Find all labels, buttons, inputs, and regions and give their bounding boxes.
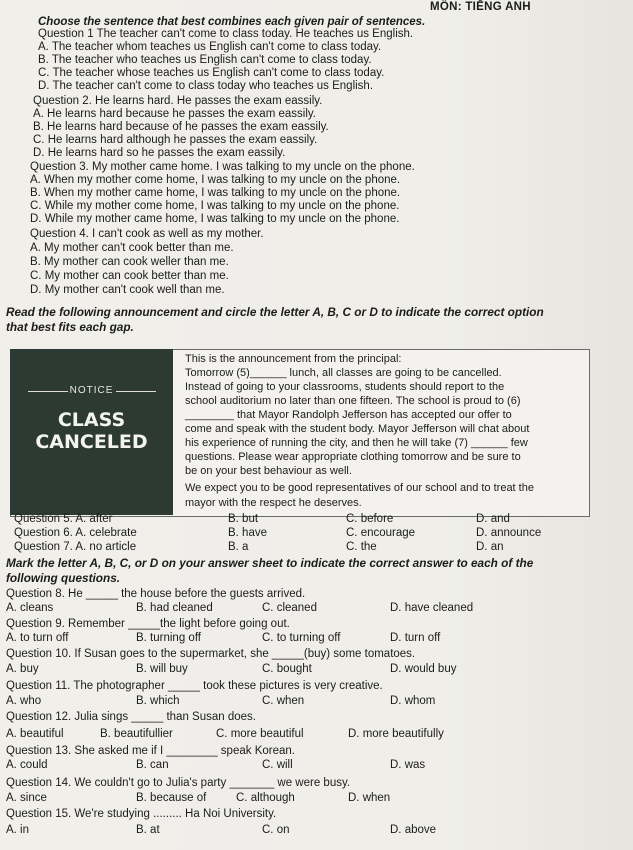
- question-11-stem: Question 11. The photographer _____ took these pictures is very creative.: [6, 680, 383, 692]
- question-4-stem: Question 4. I can't cook as well as my mother.: [30, 228, 264, 240]
- announcement-line-6: come and speak with the student body. Mayor Jefferson will chat about: [185, 423, 530, 435]
- announcement-line-4: school auditorium no later than one fifteen. The school is proud to (6): [185, 395, 521, 407]
- question-14-option-b: B. because of: [136, 792, 207, 804]
- question-9-option-c: C. to turning off: [262, 632, 341, 644]
- question-14-option-c: C. although: [236, 792, 295, 804]
- question-8-option-a: A. cleans: [6, 602, 54, 614]
- announcement-line-1: This is the announcement from the principal:: [185, 353, 402, 365]
- question-1-stem: Question 1 The teacher can't come to class today. He teaches us English.: [38, 28, 414, 40]
- question-7-option-d: D. an: [476, 541, 504, 553]
- question-5-option-a: Question 5. A. after: [14, 513, 113, 525]
- question-5-option-b: B. but: [228, 513, 259, 525]
- question-13-option-d: D. was: [390, 759, 426, 771]
- question-2-option-c: C. He learns hard although he passes the exam eassily.: [33, 134, 318, 146]
- question-12-option-c: C. more beautiful: [216, 728, 304, 740]
- question-12-option-b: B. beautifullier: [100, 728, 173, 740]
- subject-heading: MÔN: TIẾNG ANH: [430, 1, 531, 13]
- question-15-option-d: D. above: [390, 824, 437, 836]
- section3-instruction-line1: Mark the letter A, B, C, or D on your answer sheet to indicate the correct answer to each of the: [6, 556, 534, 570]
- question-8-option-b: B. had cleaned: [136, 602, 213, 614]
- class-canceled-notice-image: [10, 349, 173, 515]
- question-15-option-b: B. at: [136, 824, 160, 836]
- notice-label: NOTICE: [69, 385, 114, 396]
- announcement-line-8: questions. Please wear appropriate clothing tomorrow and be sure to: [185, 451, 521, 463]
- question-9-option-a: A. to turn off: [6, 632, 69, 644]
- announcement-line-5: ________ that Mayor Randolph Jefferson has accepted our offer to: [185, 409, 512, 421]
- question-3-option-a: A. When my mother come home, I was talking to my uncle on the phone.: [30, 174, 401, 186]
- question-1-option-d: D. The teacher can't come to class today who teaches us English.: [38, 80, 374, 92]
- question-13-option-c: C. will: [262, 759, 293, 771]
- question-10-option-d: D. would buy: [390, 663, 457, 675]
- section3-instruction-line2: following questions.: [6, 571, 121, 585]
- question-2-option-d: D. He learns hard so he passes the exam eassily.: [33, 147, 286, 159]
- question-10-stem: Question 10. If Susan goes to the supermarket, she _____(buy) some tomatoes.: [6, 648, 416, 660]
- question-4-option-a: A. My mother can't cook better than me.: [30, 242, 234, 254]
- question-4-option-d: D. My mother can't cook well than me.: [30, 284, 225, 296]
- question-12-stem: Question 12. Julia sings _____ than Susan does.: [6, 711, 256, 723]
- question-10-option-b: B. will buy: [136, 663, 188, 675]
- question-7-option-a: Question 7. A. no article: [14, 541, 137, 553]
- question-14-option-a: A. since: [6, 792, 47, 804]
- announcement-line-10: We expect you to be good representatives of our school and to treat the: [185, 482, 534, 494]
- question-10-option-a: A. buy: [6, 663, 39, 675]
- section2-instruction-line2: that best fits each gap.: [6, 320, 134, 334]
- question-9-option-d: D. turn off: [390, 632, 441, 644]
- question-11-option-a: A. who: [6, 695, 42, 707]
- announcement-line-11: mayor with the respect he deserves.: [185, 497, 362, 509]
- question-2-option-b: B. He learns hard because of he passes the exam eassily.: [33, 121, 329, 133]
- question-6-option-b: B. have: [228, 527, 267, 539]
- question-12-option-a: A. beautiful: [6, 728, 64, 740]
- section1-instruction: Choose the sentence that best combines each given pair of sentences.: [38, 16, 426, 28]
- question-13-option-a: A. could: [6, 759, 48, 771]
- question-15-option-c: C. on: [262, 824, 290, 836]
- question-8-option-d: D. have cleaned: [390, 602, 474, 614]
- question-14-stem: Question 14. We couldn't go to Julia's party _______ we were busy.: [6, 777, 351, 789]
- section2-instruction-line1: Read the following announcement and circle the letter A, B, C or D to indicate the correct option: [6, 305, 544, 319]
- announcement-line-2: Tomorrow (5)______ lunch, all classes are going to be cancelled.: [185, 367, 502, 379]
- question-2-option-a: A. He learns hard because he passes the exam eassily.: [33, 108, 316, 120]
- question-1-option-a: A. The teacher whom teaches us English can't come to class today.: [38, 41, 382, 53]
- question-8-option-c: C. cleaned: [262, 602, 317, 614]
- question-3-option-d: D. While my mother came home, I was talking to my uncle on the phone.: [30, 213, 400, 225]
- notice-canceled-text: CANCELED: [35, 431, 148, 453]
- question-15-option-a: A. in: [6, 824, 30, 836]
- question-7-option-b: B. a: [228, 541, 249, 553]
- question-14-option-d: D. when: [348, 792, 391, 804]
- question-3-option-b: B. When my mother came home, I was talking to my uncle on the phone.: [30, 187, 401, 199]
- question-10-option-c: C. bought: [262, 663, 312, 675]
- question-13-option-b: B. can: [136, 759, 169, 771]
- question-13-stem: Question 13. She asked me if I ________ speak Korean.: [6, 745, 295, 757]
- question-5-option-c: C. before: [346, 513, 394, 525]
- question-5-option-d: D. and: [476, 513, 510, 525]
- notice-divider-right: [116, 391, 156, 392]
- announcement-line-3: Instead of going to your classrooms, students should report to the: [185, 381, 505, 393]
- question-2-stem: Question 2. He learns hard. He passes the exam eassily.: [33, 95, 323, 107]
- notice-class-text: CLASS: [57, 409, 126, 431]
- question-4-option-b: B. My mother can cook weller than me.: [30, 256, 229, 268]
- question-11-option-b: B. which: [136, 695, 180, 707]
- announcement-line-7: his experience of running the city, and then he will take (7) ______ few: [185, 437, 528, 449]
- announcement-line-9: be on your best behaviour as well.: [185, 465, 352, 477]
- question-15-stem: Question 15. We're studying ......... Ha Noi University.: [6, 808, 277, 820]
- question-3-stem: Question 3. My mother came home. I was talking to my uncle on the phone.: [30, 161, 415, 173]
- question-4-option-c: C. My mother can cook better than me.: [30, 270, 229, 282]
- question-8-stem: Question 8. He _____ the house before the guests arrived.: [6, 588, 306, 600]
- question-1-option-c: C. The teacher whose teaches us English can't come to class today.: [38, 67, 385, 79]
- question-11-option-c: C. when: [262, 695, 305, 707]
- question-9-stem: Question 9. Remember _____the light before going out.: [6, 618, 290, 630]
- question-1-option-b: B. The teacher who teaches us English can't come to class today.: [38, 54, 372, 66]
- question-7-option-c: C. the: [346, 541, 377, 553]
- question-9-option-b: B. turning off: [136, 632, 201, 644]
- question-12-option-d: D. more beautifully: [348, 728, 444, 740]
- question-3-option-c: C. While my mother come home, I was talking to my uncle on the phone.: [30, 200, 400, 212]
- question-6-option-d: D. announce: [476, 527, 542, 539]
- question-6-option-a: Question 6. A. celebrate: [14, 527, 137, 539]
- question-6-option-c: C. encourage: [346, 527, 416, 539]
- question-11-option-d: D. whom: [390, 695, 436, 707]
